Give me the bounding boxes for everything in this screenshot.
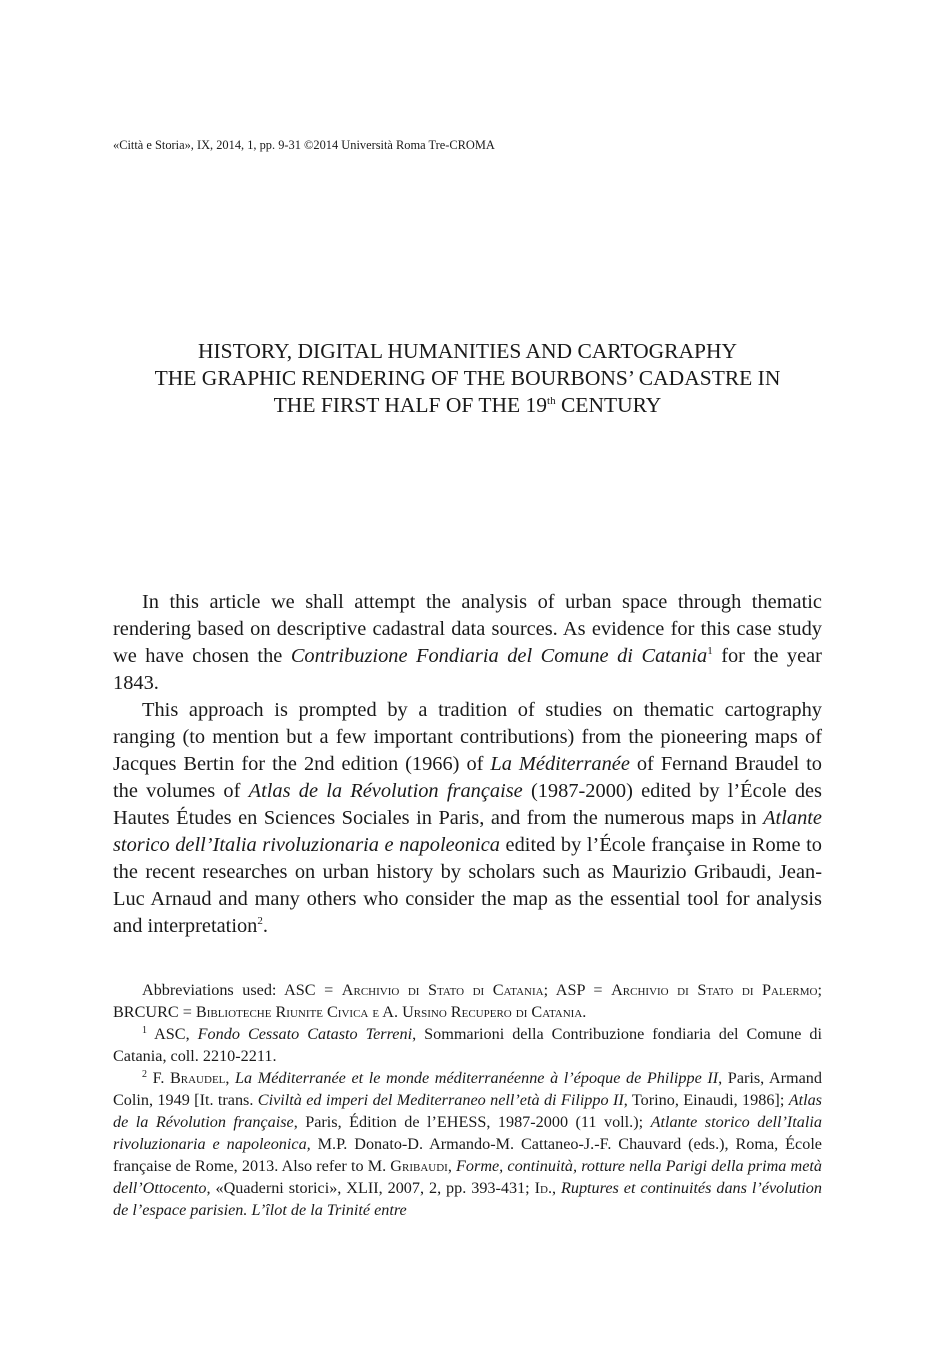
note-italic: Fondo Cessato Catasto Terreni bbox=[197, 1025, 413, 1043]
note-text-run: , Paris, Édition de l’EHESS, 1987-2000 (11 voll.); bbox=[293, 1113, 651, 1131]
body-text-run: In this article we shall attempt the analysis of urban space through thematic rendering based on descriptive cadastral data sources. As evidence for this case study we have chosen the bbox=[113, 591, 822, 667]
note-text-run: , bbox=[552, 1179, 561, 1197]
note-italic: Civiltà ed imperi del Mediterraneo nell’età di Filippo II bbox=[257, 1091, 624, 1109]
footnote-1 bbox=[113, 1023, 822, 1067]
note-text-run: «Quaderni storici», XLII, 2007, 2, pp. 393-431; bbox=[210, 1179, 535, 1197]
body-italic-title: Atlante storico dell’Italia rivoluzionaria e napoleonica bbox=[113, 807, 822, 856]
note-smallcaps: Archivio di Stato di Palermo bbox=[611, 981, 818, 999]
body-text-run: This approach is prompted by a tradition of studies on thematic cartography ranging (to mention but a few important contributions) from the pioneering maps of Jacques Bertin for the 2nd edition (1966) of bbox=[113, 699, 822, 775]
title-line-2: THE GRAPHIC RENDERING OF THE BOURBONS’ CADASTRE IN bbox=[154, 366, 781, 390]
note-text-run: M.P. Donato-D. Armando-M. Cattaneo-J.-F. Chauvard (eds.), Roma, École française de Rome, 2013. Also refer to M. bbox=[113, 1135, 822, 1175]
footnotes bbox=[113, 979, 822, 1221]
body-paragraph-1 bbox=[113, 589, 822, 697]
footnote-number: 1 bbox=[142, 1025, 147, 1036]
note-text-run: A. bbox=[379, 1003, 403, 1021]
footnote-ref-2: 2 bbox=[257, 915, 263, 927]
note-smallcaps: Ursino Recupero di Catania bbox=[402, 1003, 583, 1021]
body-italic-title: Contribuzione Fondiaria del Comune di Catania bbox=[290, 645, 708, 667]
footnote-number: 2 bbox=[142, 1069, 147, 1080]
body-italic-title: La Méditerranée bbox=[490, 753, 630, 775]
title-line-3-pre: THE FIRST HALF OF THE 19 bbox=[273, 393, 548, 417]
abbreviations-note bbox=[113, 979, 822, 1023]
note-text-run: ; ASP = bbox=[543, 981, 612, 999]
note-italic: Atlante storico dell’Italia rivoluzionaria e napoleonica, bbox=[113, 1113, 822, 1153]
note-smallcaps: Archivio di Stato di Catania bbox=[341, 981, 544, 999]
title-line-3 bbox=[100, 392, 835, 419]
body-text-run: edited by l’École française in Rome to the recent researches on urban history by scholars such as Maurizio Gribaudi, Jean-Luc Arnaud and many others who consider the map as the essential tool for analysis and interpretation bbox=[113, 834, 822, 937]
body-italic-title: Atlas de la Révolution française bbox=[248, 780, 523, 802]
body-text-run: of Fernand Braudel to the volumes of bbox=[113, 753, 822, 802]
note-text-run: , bbox=[225, 1069, 236, 1087]
body-text bbox=[113, 589, 822, 940]
footnote-ref-1: 1 bbox=[707, 645, 713, 657]
journal-citation: «Città e Storia», IX, 2014, 1, pp. 9-31 ©2014 Università Roma Tre-CROMA bbox=[113, 138, 495, 152]
note-italic: Forme, continuità, rotture nella Parigi della prima metà dell’Ottocento, bbox=[113, 1157, 822, 1197]
article-title bbox=[100, 338, 835, 419]
note-text-run: ; BRCURC = bbox=[113, 981, 822, 1021]
note-smallcaps: Braudel bbox=[169, 1069, 226, 1087]
note-smallcaps: Biblioteche Riunite Civica e bbox=[195, 1003, 380, 1021]
note-text-run: Abbreviations used: ASC = bbox=[142, 981, 342, 999]
note-italic: Atlas de la Révolution française bbox=[113, 1091, 822, 1131]
note-text-run: . bbox=[582, 1003, 587, 1021]
title-line-1: HISTORY, DIGITAL HUMANITIES AND CARTOGRAPHY bbox=[197, 339, 738, 363]
body-text-run: (1987-2000) edited by l’École des Hautes Études en Sciences Sociales in Paris, and from the numerous maps in bbox=[113, 780, 822, 829]
note-text-run: , Sommarioni della Contribuzione fondiaria del Comune di Catania, coll. 2210-2211. bbox=[113, 1025, 822, 1065]
footnote-2 bbox=[113, 1067, 822, 1221]
body-paragraph-2 bbox=[113, 697, 822, 940]
title-line-3-post: CENTURY bbox=[555, 393, 662, 417]
body-text-run: . bbox=[262, 915, 268, 937]
note-text-run: , bbox=[447, 1157, 457, 1175]
note-smallcaps: Gribaudi bbox=[390, 1157, 448, 1175]
title-ordinal-suffix: th bbox=[547, 395, 556, 407]
note-italic: Ruptures et continuités dans l’évolution de l’espace parisien. L’îlot de la Trinité entre bbox=[113, 1179, 822, 1219]
body-text-run: for the year 1843. bbox=[113, 645, 822, 694]
note-italic: La Méditerranée et le monde méditerranéenne à l’époque de Philippe II bbox=[235, 1069, 719, 1087]
note-text-run: , Torino, Einaudi, 1986]; bbox=[623, 1091, 789, 1109]
note-text-run: ASC, bbox=[147, 1025, 198, 1043]
note-text-run: , Paris, Armand Colin, 1949 [It. trans. bbox=[113, 1069, 822, 1109]
note-text-run: F. bbox=[147, 1069, 170, 1087]
note-smallcaps: Id. bbox=[534, 1179, 552, 1197]
